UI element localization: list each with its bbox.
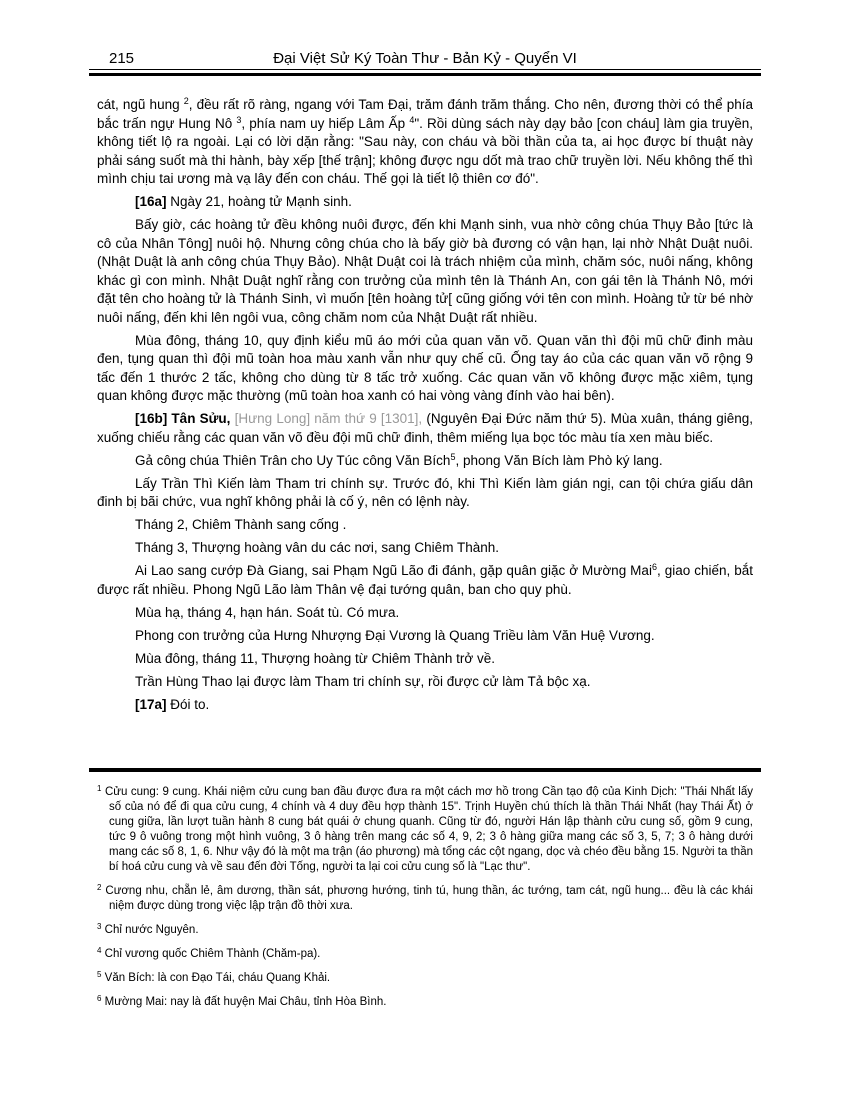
- footnote: [97, 884, 753, 914]
- footnote-text: Văn Bích: là con Đạo Tái, cháu Quang Khải.: [101, 972, 331, 984]
- footnote-ref: 2: [183, 96, 189, 106]
- text-segment: Phong con trưởng của Hưng Nhượng Đại Vương là Quang Triều làm Văn Huệ Vương.: [135, 627, 655, 643]
- footnote-text: Cương nhu, chẵn lẻ, âm dương, thần sát, phương hướng, tinh tú, hung thần, ác tướng, tam cát, ngũ hung... đều là các khái niệm được dùng trong việc lập trận đồ thời xưa.: [101, 885, 753, 912]
- paragraph: [97, 696, 753, 715]
- footnote: [97, 923, 753, 938]
- footnote-ref: 5: [450, 451, 456, 462]
- header-rule-thin: [89, 69, 761, 70]
- text-segment: , phía nam uy hiếp Lâm Ấp: [241, 115, 410, 131]
- footnote-ref: 3: [236, 114, 242, 125]
- paragraph: [97, 627, 753, 646]
- document-title: Đại Việt Sử Ký Toàn Thư - Bản Kỷ - Quyển VI: [273, 50, 577, 67]
- text-segment: Trần Hùng Thao lại được làm Tham tri chính sự, rồi được cử làm Tả bộc xạ.: [135, 673, 591, 689]
- paragraph: [97, 452, 753, 471]
- paragraph: [97, 562, 753, 599]
- paragraph: [97, 216, 753, 327]
- text-segment: Mùa đông, tháng 11, Thượng hoàng từ Chiêm Thành trở về.: [135, 650, 495, 666]
- paragraph: [97, 539, 753, 558]
- body-text: [97, 96, 753, 768]
- footnote-text: Cửu cung: 9 cung. Khái niệm cửu cung ban đầu được đưa ra một cách mơ hồ trong Cần tạo độ của Kinh Dịch: "Thái Nhất lấy số của nó để đi qua cửu cung, 4 chính và 4 duy đều hợp thành 15". Trịnh Huyền chú thích là thần Thái Nhất (hay Thái Ất) ở cung giữa, lần lượt tuần hành 8 cung bát quái ở chung quanh. Cũng từ đó, người Hán lập thành cửu cung số, gồm 9 cung, tức 9 ô vuông trong một hình vuông, 3 ô hàng trên mang các số 4, 9, 2; 3 ô hàng giữa mang các số 3, 5, 7; 3 ô hàng dưới mang các số 8, 1, 6. Như vậy đó là một ma trận (áo phương) mà tổng các cột ngang, dọc và chéo đều bằng 15. Người ta thần bí hoá cửu cung và về sau đến đời Tống, người ta lại coi cửu cung số là "Lạc thư".: [101, 786, 753, 873]
- footnote: [97, 971, 753, 986]
- header-rule-thick: [89, 73, 761, 76]
- text-segment: Lấy Trần Thì Kiến làm Tham tri chính sự. Trước đó, khi Thì Kiến làm gián ngị, can tội chứa giấu dân đinh bị bãi chức, vua nghĩ không phải là cố ý, nên có lệnh này.: [97, 475, 753, 509]
- text-segment: , đều rất rõ ràng, ngang với Tam Đại, trăm đánh trăm thắng. Cho nên, đương thời có thể phía bắc trấn ngự Hung Nô: [97, 97, 753, 131]
- footnote-text: Chỉ nước Nguyên.: [101, 924, 199, 936]
- paragraph: [97, 96, 753, 189]
- footnote: [97, 785, 753, 875]
- page-header: [97, 50, 753, 69]
- text-segment: Tháng 3, Thượng hoàng vân du các nơi, sang Chiêm Thành.: [135, 540, 499, 555]
- text-segment: [16a]: [135, 194, 167, 209]
- text-segment: Gả công chúa Thiên Trân cho Uy Túc công Văn Bích: [135, 452, 451, 468]
- text-segment: [Hưng Long] năm thứ 9 [1301],: [234, 411, 423, 426]
- text-segment: Mùa hạ, tháng 4, hạn hán. Soát tù. Có mưa.: [135, 604, 400, 620]
- text-segment: [16b] Tân Sửu,: [135, 411, 231, 426]
- footnote-text: Mường Mai: nay là đất huyện Mai Châu, tỉnh Hòa Bình.: [101, 996, 387, 1008]
- footnote-ref: 4: [409, 114, 415, 125]
- paragraph: [97, 410, 753, 447]
- paragraph: [97, 475, 753, 512]
- footnote-number: 1: [97, 784, 102, 793]
- footnote-text: Chỉ vương quốc Chiêm Thành (Chăm-pa).: [101, 948, 321, 960]
- page-number: 215: [109, 50, 135, 67]
- footnote-number: 2: [97, 883, 102, 892]
- paragraph: [97, 332, 753, 406]
- footnote-number: 6: [97, 994, 102, 1003]
- footnote: [97, 995, 753, 1010]
- text-segment: Đói to.: [166, 696, 210, 712]
- paragraph: [97, 650, 753, 669]
- paragraph: [97, 516, 753, 535]
- footnote: [97, 947, 753, 962]
- text-segment: , giao chiến, bắt được rất nhiều. Phong Ngũ Lão làm Thân vệ đại tướng quân, ban cho quy phù.: [97, 563, 753, 597]
- text-segment: [17a]: [135, 696, 167, 712]
- footnote-number: 5: [97, 970, 102, 979]
- paragraph: [97, 604, 753, 623]
- footnote-number: 3: [97, 922, 102, 931]
- text-segment: cát, ngũ hung: [97, 97, 184, 112]
- text-segment: (Nguyên Đại Đức năm thứ 5). Mùa xuân, tháng giêng, xuống chiếu rằng các quan văn võ đều đội mũ chữ đinh, thêm miếng lụa bọc tóc màu tía xen màu biếc.: [97, 411, 753, 445]
- text-segment: Ai Lao sang cướp Đà Giang, sai Phạm Ngũ Lão đi đánh, gặp quân giặc ở Mường Mai: [135, 563, 652, 578]
- text-segment: Tháng 2, Chiêm Thành sang cống .: [135, 517, 347, 532]
- footnote-number: 4: [97, 946, 102, 955]
- paragraph: [97, 193, 753, 212]
- footnotes: [97, 785, 753, 1010]
- paragraph: [97, 673, 753, 692]
- footnote-separator: [89, 768, 761, 772]
- text-segment: , phong Văn Bích làm Phò ký lang.: [455, 452, 663, 468]
- text-segment: Mùa đông, tháng 10, quy định kiểu mũ áo mới của quan văn võ. Quan văn thì đội mũ chữ đinh màu đen, tụng quan thì đội mũ toàn hoa màu xanh vẫn như quy chế cũ. Ống tay áo của các quan văn võ rộng 9 tấc đến 1 thước 2 tấc, không cho dùng từ 8 tấc trở xuống. Các quan văn võ không được mặc xiêm, tụng quan không được mặc thường (mũ toàn hoa xanh có hai vòng vàng đính vào hai bên).: [97, 332, 753, 403]
- text-segment: Ngày 21, hoàng tử Mạnh sinh.: [166, 194, 352, 209]
- text-segment: ". Rồi dùng sách này dạy bảo [con cháu] làm gia truyền, không tiết lộ ra ngoài. Lại có lời dặn rằng: "Sau này, con cháu và bồi thần của ta, ai học được bí thuật này phải sáng suốt mà thi hành, bày xếp [thế trận]; không được ngu dốt mà trao chữ truyền lời. Nếu không thế thì mình chịu tai ương mà vạ lây đến con cháu. Thế gọi là tiết lộ thiên cơ đó".: [97, 115, 753, 186]
- text-segment: Bấy giờ, các hoàng tử đều không nuôi được, đến khi Mạnh sinh, vua nhờ công chúa Thụy Bảo [tức là cô của Nhân Tông] nuôi hộ. Nhưng công chúa cho là bấy giờ bà đương có vận hạn, lại nhờ Nhật Duật nuôi. (Nhật Duật là anh công chúa Thụy Bảo). Nhật Duật coi là trách nhiệm của mình, chăm sóc, nuôi nấng, không khác gì con mình. Nhật Duật nghĩ rằng con trưởng của mình tên là Thánh An, con gái tên là Thánh Nô, mới đặt tên cho hoàng tử là Thánh Sinh, vì muốn [tên hoàng tử[ cũng giống với tên con mình. Hoàng tử từ bé nhờ nuôi nấng, đến khi lên ngôi vua, công chăm nom của Nhật Duật rất nhiều.: [97, 217, 753, 325]
- footnote-ref: 6: [651, 562, 657, 572]
